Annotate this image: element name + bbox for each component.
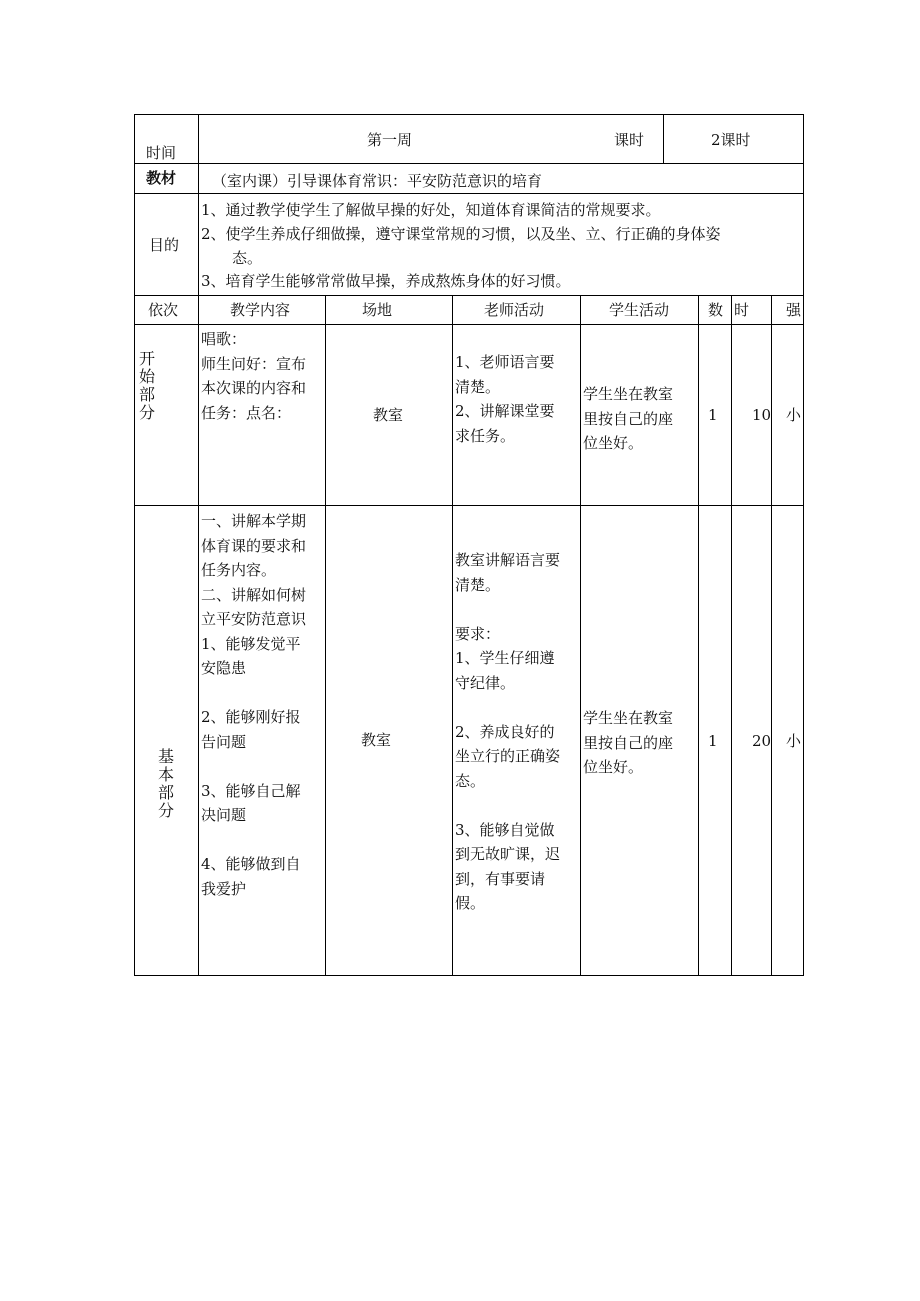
purpose-line-4: 3、培育学生能够常常做早操，养成熬炼身体的好习惯。: [201, 272, 571, 290]
textbook-value: （室内课）引导课体育常识：平安防范意识的培育: [212, 172, 543, 190]
col-content: 教学内容: [230, 301, 291, 319]
row-basic-content: 一、讲解本学期 体育课的要求和 任务内容。 二、讲解如何树 立平安防范意识 1、能够发觉平 安隐患 2、能够刚好报 告问题 3、能够自己解 决问题 4、能够做到自 我爱护: [201, 512, 307, 898]
row-basic-intensity: 小: [786, 732, 802, 750]
row-basic-teacher: 教室讲解语言要 清楚。 要求： 1、学生仔细遵 守纪律。 2、养成良好的 坐立行的正确姿 态。 3、能够自觉做 到无故旷课，迟 到，有事要请 假。: [455, 551, 561, 912]
purpose-line-1: 1、通过教学使学生了解做早操的好处，知道体育课简洁的常规要求。: [201, 201, 661, 219]
row-start-count: 1: [708, 406, 718, 424]
week-value: 第一周: [367, 131, 413, 149]
row-start-intensity: 小: [786, 406, 802, 424]
row-start-student: 学生坐在教室 里按自己的座 位坐好。: [583, 385, 674, 452]
purpose-line-2: 2、使学生养成仔细做操，遵守课堂常规的习惯，以及坐、立、行正确的身体姿: [201, 225, 721, 243]
col-order: 依次: [148, 301, 179, 319]
col-time: 时: [734, 301, 750, 319]
hours-label: 课时: [614, 131, 645, 149]
row-start-teacher: 1、老师语言要 清楚。 2、讲解课堂要 求任务。: [455, 353, 555, 445]
row-basic-venue: 教室: [361, 731, 392, 749]
section-start: 开始部分: [138, 349, 155, 422]
hours-value: 2课时: [711, 131, 751, 149]
col-intensity: 强: [786, 301, 802, 319]
row-start-content: 唱歌： 师生问好：宣布 本次课的内容和 任务：点名：: [201, 330, 307, 422]
row-basic-student: 学生坐在教室 里按自己的座 位坐好。: [583, 709, 674, 776]
row-start-venue: 教室: [373, 406, 404, 424]
row-start-time: 10: [752, 406, 772, 424]
time-label: 时间: [146, 144, 177, 162]
col-venue: 场地: [362, 301, 393, 319]
col-count: 数: [708, 301, 724, 319]
purpose-label: 目的: [149, 236, 180, 254]
col-teacher: 老师活动: [484, 301, 545, 319]
textbook-label: 教材: [146, 169, 177, 187]
row-basic-count: 1: [708, 732, 718, 750]
row-basic-time: 20: [752, 732, 772, 750]
col-student: 学生活动: [609, 301, 670, 319]
section-basic: 基本部分: [157, 747, 174, 820]
purpose-line-3: 态。: [232, 249, 263, 267]
